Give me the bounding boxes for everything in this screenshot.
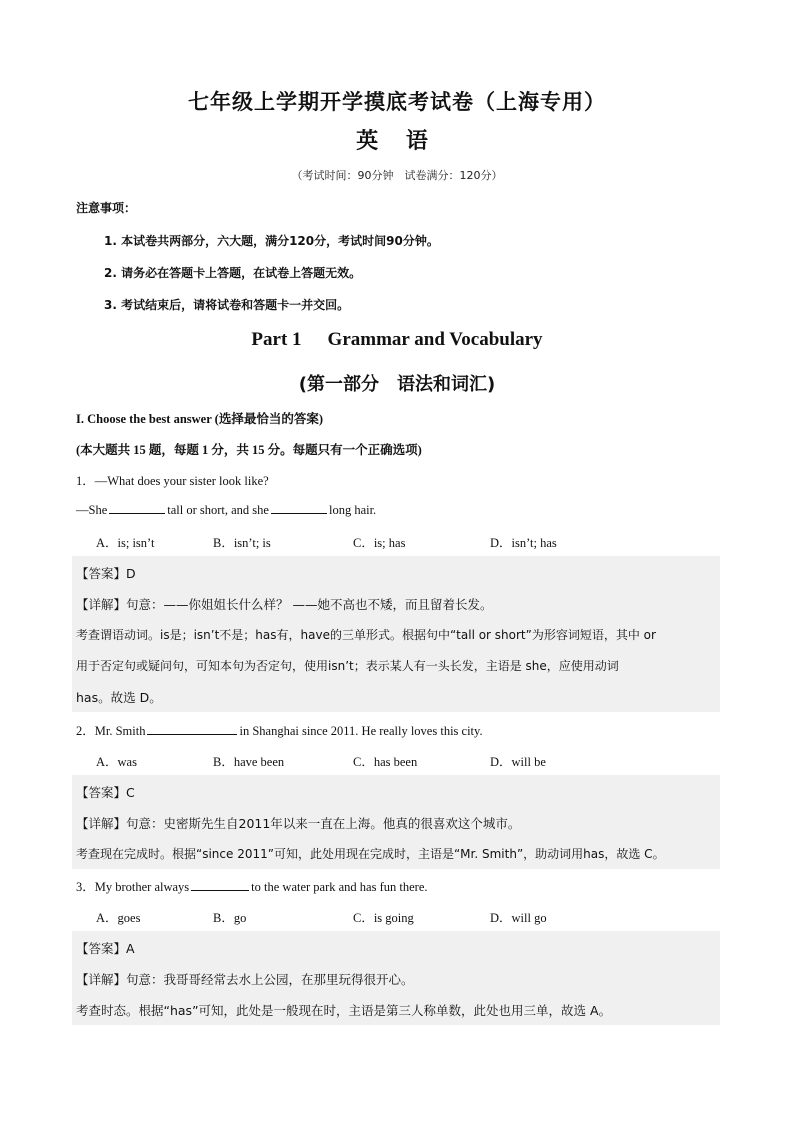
explanation-line: 【详解】句意：——你姐姐长什么样？ ——她不高也不矮，而且留着长发。 bbox=[76, 597, 493, 612]
question-3-answer-box bbox=[72, 931, 720, 1025]
question-2-answer-box bbox=[72, 775, 720, 869]
stem-text: tall or short, and she bbox=[167, 503, 269, 517]
option-a: A．is; isn’t bbox=[96, 536, 155, 550]
notice-item: 2. 请务必在答题卡上答题，在试卷上答题无效。 bbox=[104, 266, 362, 280]
stem-text: 2．Mr. Smith bbox=[76, 724, 146, 738]
answer-blank bbox=[147, 723, 237, 735]
notice-title: 注意事项： bbox=[76, 201, 137, 215]
stem-text: in Shanghai since 2011. He really loves this city. bbox=[239, 724, 483, 738]
exam-info: （考试时间：90分钟 试卷满分：120分） bbox=[291, 169, 503, 182]
option-a: A．goes bbox=[96, 911, 141, 925]
stem-text: to the water park and has fun there. bbox=[251, 880, 428, 894]
explanation-line: 【详解】句意：我哥哥经常去水上公园，在那里玩得很开心。 bbox=[76, 972, 414, 987]
option-b: B．go bbox=[213, 911, 247, 925]
answer-blank bbox=[109, 502, 165, 514]
answer-blank bbox=[271, 502, 327, 514]
notice-item: 3. 考试结束后，请将试卷和答题卡一并交回。 bbox=[104, 298, 350, 312]
option-d: D．will go bbox=[490, 911, 547, 925]
exam-subject: 英 语 bbox=[356, 129, 438, 154]
exam-title: 七年级上学期开学摸底考试卷（上海专用） bbox=[188, 90, 606, 114]
section-title: I. Choose the best answer (选择最恰当的答案) bbox=[76, 412, 323, 426]
notice-item: 1. 本试卷共两部分，六大题，满分120分，考试时间90分钟。 bbox=[104, 234, 439, 248]
option-d: D．will be bbox=[490, 755, 546, 769]
question-3-stem bbox=[76, 877, 428, 895]
option-c: C．is; has bbox=[353, 536, 406, 550]
stem-text: 3．My brother always bbox=[76, 880, 190, 894]
explanation-line: has。故选 D。 bbox=[76, 690, 162, 705]
option-c: C．is going bbox=[353, 911, 414, 925]
explanation-line: 【详解】句意：史密斯先生自2011年以来一直在上海。他真的很喜欢这个城市。 bbox=[76, 816, 521, 831]
stem-text: long hair. bbox=[328, 503, 377, 517]
explanation-line: 考查时态。根据“has”可知，此处是一般现在时，主语是第三人称单数，此处也用三单，故选 A。 bbox=[76, 1003, 612, 1018]
question-1-stem-line2 bbox=[76, 502, 376, 518]
explanation-line: 考查谓语动词。is是；isn’t不是；has有，have的三单形式。根据句中“tall or short”为形容词短语，其中 or bbox=[76, 628, 656, 642]
explanation-line: 用于否定句或疑问句，可知本句为否定句，使用isn’t；表示某人有一头长发，主语是 she，应使用动词 bbox=[76, 659, 619, 673]
answer-label: 【答案】C bbox=[76, 785, 135, 800]
option-b: B．isn’t; is bbox=[213, 536, 271, 550]
question-1-answer-box bbox=[72, 556, 720, 712]
part-label: Part 1 bbox=[251, 329, 302, 350]
answer-label: 【答案】A bbox=[76, 941, 135, 956]
part-name: Grammar and Vocabulary bbox=[327, 329, 543, 350]
question-1-stem: 1．—What does your sister look like? bbox=[76, 474, 269, 488]
option-d: D．isn’t; has bbox=[490, 536, 557, 550]
answer-blank bbox=[191, 879, 249, 891]
question-2-stem bbox=[76, 721, 483, 739]
explanation-line: 考查现在完成时。根据“since 2011”可知，此处用现在完成时，主语是“Mr. Smith”，助动词用has，故选 C。 bbox=[76, 847, 665, 861]
part-heading bbox=[0, 329, 794, 351]
option-b: B．have been bbox=[213, 755, 285, 769]
option-a: A．was bbox=[96, 755, 137, 769]
part-heading-cn: (第一部分 语法和词汇) bbox=[298, 374, 496, 395]
stem-text: —She bbox=[76, 503, 108, 517]
section-instructions: (本大题共 15 题，每题 1 分，共 15 分。每题只有一个正确选项) bbox=[76, 443, 422, 457]
option-c: C．has been bbox=[353, 755, 418, 769]
answer-label: 【答案】D bbox=[76, 566, 136, 581]
